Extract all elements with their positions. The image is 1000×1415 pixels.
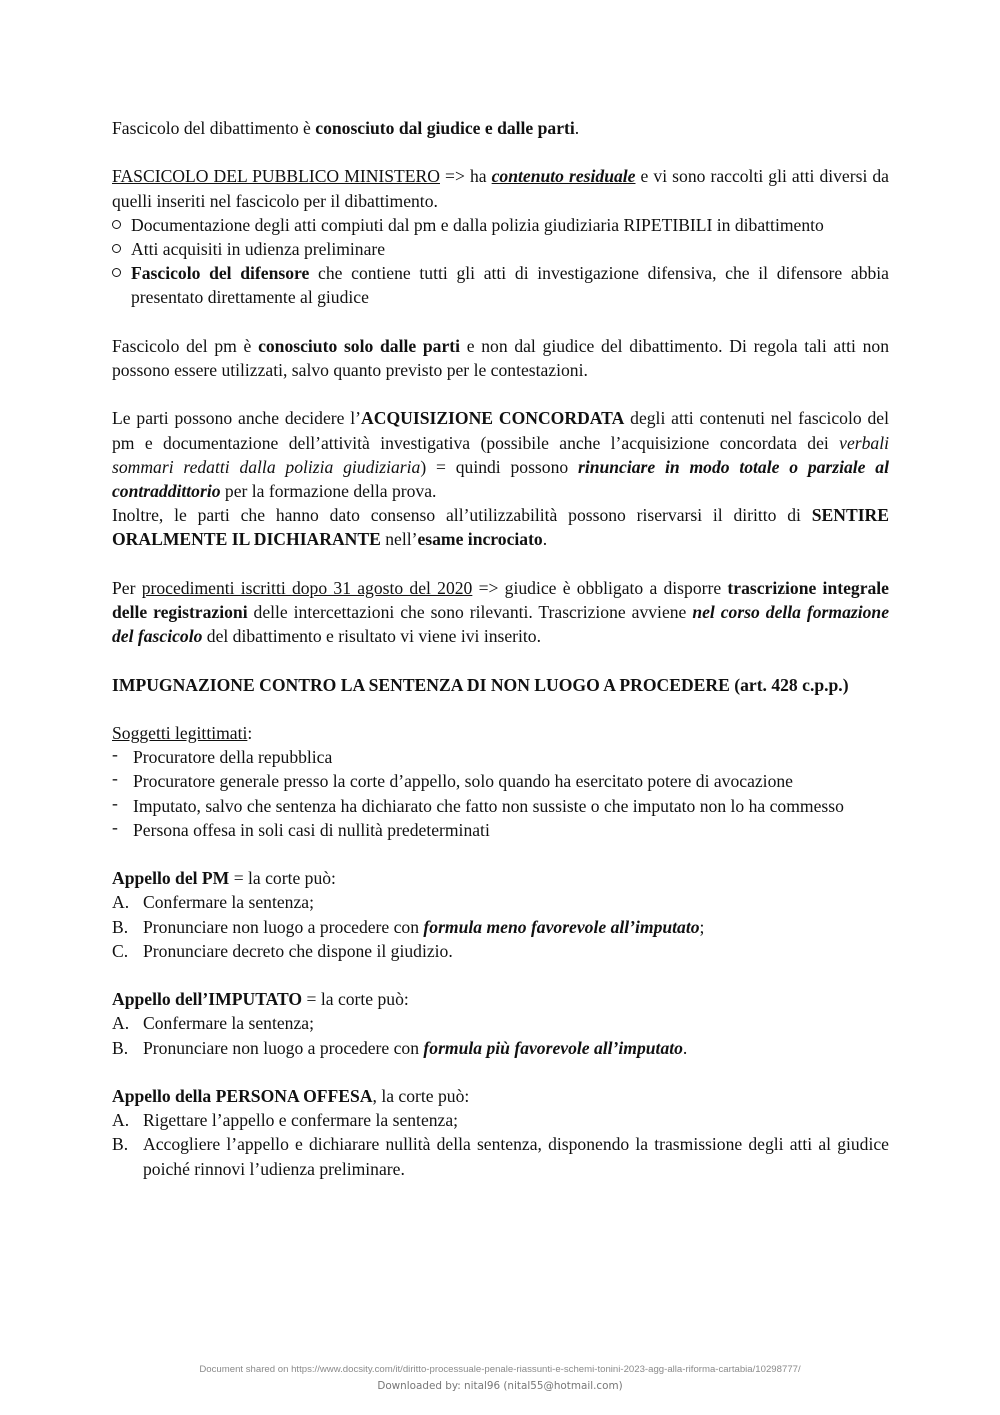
soggetti-label: Soggetti legittimati: <box>112 722 253 743</box>
list-item: - Procuratore generale presso la corte d’appello, solo quando ha esercitato potere di avocazione <box>112 769 889 793</box>
list-item: - Persona offesa in soli casi di nullità predeterminati <box>112 818 889 842</box>
list-contenuto-fascicolo-pm <box>112 213 889 310</box>
paragraph-fascicolo-dibattimento <box>112 116 889 140</box>
list-item: Fascicolo del difensore che contiene tutti gli atti di investigazione difensiva, che il difensore abbia presentato direttamente al giudice <box>112 261 889 309</box>
list-appello-persona-offesa <box>112 1108 889 1181</box>
footer-shared-link[interactable]: Document shared on https://www.docsity.com/it/diritto-processuale-penale-riassunti-e-schemi-tonini-2023-agg-alla-riforma-cartabia/10298777/ <box>199 1364 801 1375</box>
list-item: - Procuratore della repubblica <box>112 745 889 769</box>
list-item: Atti acquisiti in udienza preliminare <box>112 237 889 261</box>
list-item: A. Confermare la sentenza; <box>112 892 314 913</box>
list-item: - Imputato, salvo che sentenza ha dichiarato che fatto non sussiste o che imputato non lo ha commesso <box>112 794 889 818</box>
list-item: A. Rigettare l’appello e confermare la sentenza; <box>112 1110 459 1131</box>
paragraph-acquisizione-concordata: Le parti possono anche decidere l’ACQUISIZIONE CONCORDATA degli atti contenuti nel fascicolo del pm e documentazione dell’attività investigativa (possibile anche l’acquisizione concordata dei verbali sommari redatti dalla polizia giudiziaria) = quindi possono rinunciare in modo totale o parziale al contraddittorio per la formazione della prova. <box>112 408 889 501</box>
list-item: B. Pronunciare non luogo a procedere con formula più favorevole all’imputato. <box>112 1037 688 1058</box>
text: . <box>574 118 580 138</box>
bold-text: conosciuto dal giudice e dalle parti <box>315 118 575 138</box>
paragraph-conoscenza-fascicolo-pm: Fascicolo del pm è conosciuto solo dalle parti e non dal giudice del dibattimento. Di regola tali atti non possono essere utilizzati, salvo quanto previsto per le contestazioni. <box>112 335 889 380</box>
paragraph-intercettazioni: Per procedimenti iscritti dopo 31 agosto del 2020 => giudice è obbligato a disporre trascrizione integrale delle registrazioni delle intercettazioni che sono rilevanti. Trascrizione avviene nel corso della formazione del fascicolo del dibattimento e risultato vi viene ivi inserito. <box>112 577 890 647</box>
paragraph-fascicolo-pm <box>112 164 889 212</box>
list-item: Documentazione degli atti compiuti dal pm e dalla polizia giudiziaria RIPETIBILI in dibattimento <box>112 213 889 237</box>
list-item: C. Pronunciare decreto che dispone il giudizio. <box>112 940 453 961</box>
appello-imputato-title: Appello dell’IMPUTATO = la corte può: <box>112 989 409 1010</box>
bold-italic-underlined-text: contenuto residuale <box>491 166 636 187</box>
document-page <box>112 116 889 1181</box>
list-item: B. Accogliere l’appello e dichiarare nullità della sentenza, disponendo la trasmissione degli atti al giudice poiché rinnovi l’udienza preliminare. <box>112 1134 889 1179</box>
list-appello-imputato <box>112 1011 889 1059</box>
paragraph-sentire-dichiarante: Inoltre, le parti che hanno dato consenso all’utilizzabilità possono riservarsi il diritto di SENTIRE ORALMENTE IL DICHIARANTE nell’esame incrociato. <box>112 505 889 550</box>
appello-pm-title: Appello del PM = la corte può: <box>112 868 336 889</box>
section-heading: IMPUGNAZIONE CONTRO LA SENTENZA DI NON LUOGO A PROCEDERE (art. 428 c.p.p.) <box>112 674 849 695</box>
list-item: B. Pronunciare non luogo a procedere con formula meno favorevole all’imputato; <box>112 916 705 937</box>
list-appello-pm <box>112 890 889 963</box>
list-item: A. Confermare la sentenza; <box>112 1013 314 1034</box>
underlined-text: FASCICOLO DEL PUBBLICO MINISTERO <box>112 166 440 187</box>
text: e vi sono raccolti gli atti diversi da quelli inseriti nel fascicolo per il dibattimento. <box>112 166 889 211</box>
footer-downloaded-by: Downloaded by: nital96 (nital55@hotmail.com) <box>377 1380 623 1392</box>
appello-persona-offesa-title: Appello della PERSONA OFFESA, la corte può: <box>112 1085 470 1106</box>
text: Fascicolo del dibattimento è <box>112 118 316 138</box>
text: => ha <box>439 166 492 187</box>
list-soggetti <box>112 745 889 842</box>
